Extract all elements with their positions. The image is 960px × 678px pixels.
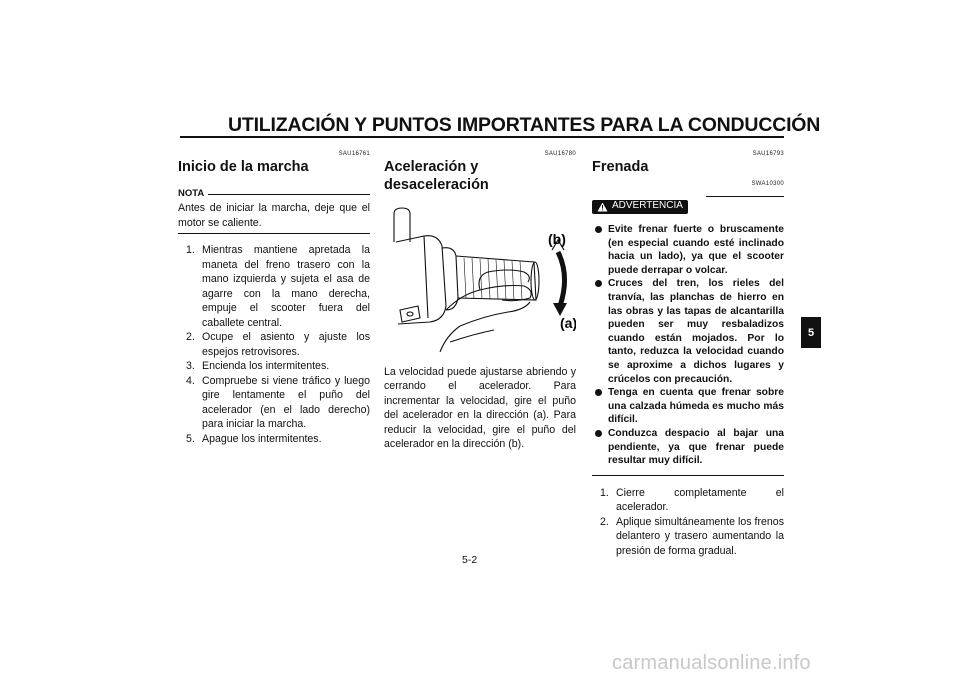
header-rule	[180, 136, 784, 138]
bullet-icon	[595, 280, 602, 287]
list-item	[600, 515, 784, 559]
bullet-icon	[595, 430, 602, 437]
note-text: Antes de iniciar la marcha, deje que el motor se caliente.	[178, 202, 370, 229]
warning-text: Tenga en cuenta que frenar sobre una calzada húmeda es mucho más difícil.	[608, 387, 784, 426]
list-item	[592, 277, 784, 386]
section-title: Frenada	[592, 159, 649, 175]
list-item	[186, 432, 370, 447]
list-item	[186, 243, 370, 330]
warning-end-rule	[592, 475, 784, 476]
step-text: Aplique simultáneamente los frenos delantero y trasero aumentando la presión de forma gradual.	[616, 515, 784, 557]
section-braking	[592, 150, 784, 558]
warning-text: Cruces del tren, los rieles del tranvía, las planchas de hierro en las obras y las tapas de alcantarilla pueden ser muy resbaladizos cuando están mojados. Por lo tanto, reduzca la velocidad cuando se aproxime a dichos lugares y crúcelos con precaución.	[608, 278, 784, 385]
page-header-title: UTILIZACIÓN Y PUNTOS IMPORTANTES PARA LA CONDUCCIÓN	[228, 114, 821, 136]
section-start-riding	[178, 150, 370, 446]
warning-header	[592, 198, 784, 215]
note-label: NOTA	[178, 187, 205, 199]
figure-label-a: (a)	[560, 315, 576, 331]
note-header	[178, 188, 370, 200]
chapter-tab[interactable]: 5	[801, 317, 821, 348]
note-rule	[208, 194, 370, 195]
note-end-rule	[178, 233, 370, 234]
warning-label: ADVERTENCIA	[612, 200, 683, 212]
list-item	[592, 223, 784, 277]
warning-badge	[592, 200, 688, 214]
step-number: 1.	[600, 486, 609, 499]
section-title: Inicio de la marcha	[178, 159, 309, 175]
step-number: 5.	[186, 432, 195, 445]
step-number: 3.	[186, 360, 195, 372]
warning-text: Conduzca despacio al bajar una pendiente, ya que frenar puede resultar muy difícil.	[608, 427, 784, 467]
bullet-icon	[595, 389, 602, 396]
bullet-icon	[595, 226, 602, 233]
warning-text: Evite frenar fuerte o bruscamente (en especial cuando esté inclinado hacia un lado), ya que el scooter puede derrapar o volcar.	[608, 224, 784, 276]
throttle-grip-illustration	[384, 206, 576, 352]
start-steps-list	[178, 243, 370, 446]
step-text: Encienda los intermitentes.	[202, 360, 330, 372]
step-number: 1.	[186, 244, 195, 256]
figure-label-b: (b)	[548, 231, 566, 247]
list-item	[186, 359, 370, 374]
step-text: Compruebe si viene tráfico y luego gire lentamente el puño del acelerador (en el lado derecho) para iniciar la marcha.	[202, 374, 370, 430]
list-item	[186, 374, 370, 432]
section-code: SAU16761	[338, 151, 370, 157]
section-code: SAU16780	[544, 151, 576, 157]
step-number: 4.	[186, 374, 195, 387]
list-item	[592, 386, 784, 427]
page-number: 5-2	[462, 554, 478, 566]
list-item	[592, 427, 784, 468]
warning-rule	[706, 196, 784, 197]
warning-triangle-icon	[597, 202, 608, 212]
watermark: carmanualsonline.info	[612, 652, 811, 674]
acceleration-text: La velocidad puede ajustarse abriendo y cerrando el acelerador. Para incrementar la velocidad, gire el puño del acelerador en la dirección (a). Para reducir la velocidad, gire el puño del acelerador en la dirección (b).	[384, 365, 576, 450]
section-title: Aceleración y desaceleración	[384, 159, 489, 193]
list-item	[600, 486, 784, 515]
list-item	[186, 330, 370, 359]
warning-list	[592, 223, 784, 468]
step-text: Cierre completamente el acelerador.	[616, 486, 784, 514]
section-code: SAU16793	[752, 151, 784, 157]
step-text: Apague los intermitentes.	[202, 432, 322, 445]
step-number: 2.	[600, 515, 609, 528]
braking-steps-list	[592, 486, 784, 559]
step-text: Mientras mantiene apretada la maneta del freno trasero con la mano izquierda y sujeta el asa de agarre con la mano derecha, empuje el scooter fuera del caballete central.	[202, 244, 370, 329]
warning-code: SWA10300	[751, 181, 784, 187]
section-acceleration	[384, 150, 576, 452]
step-text: Ocupe el asiento y ajuste los espejos retrovisores.	[202, 331, 370, 358]
step-number: 2.	[186, 331, 195, 343]
